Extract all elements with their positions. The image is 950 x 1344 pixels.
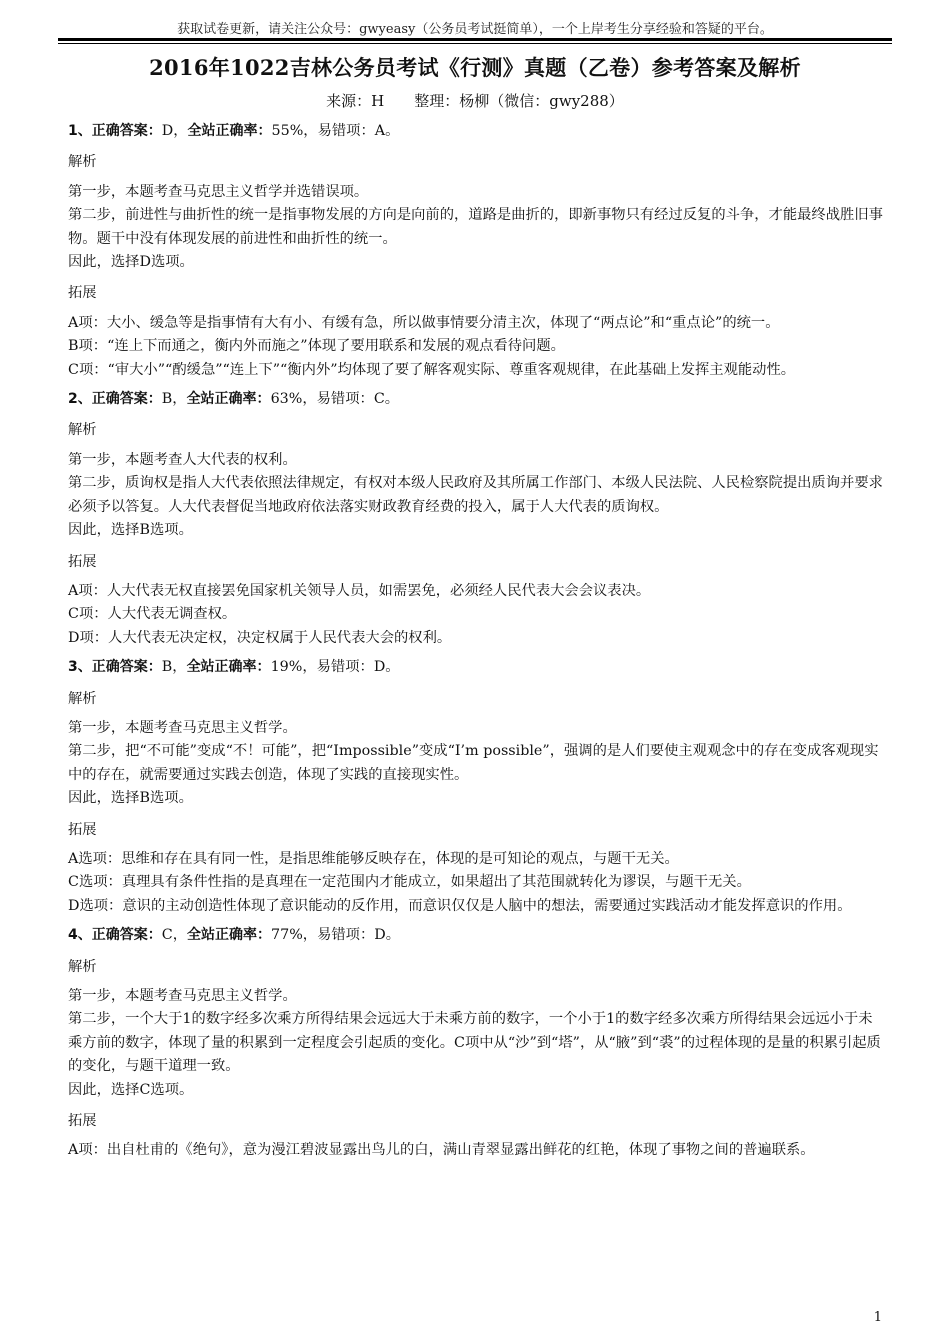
analysis-paragraph: 因此，选择B选项。 bbox=[68, 522, 193, 539]
analysis-paragraph: 第一步，本题考查人大代表的权利。 bbox=[68, 451, 297, 468]
source-line bbox=[58, 90, 892, 111]
extension-paragraph: A选项：思维和存在具有同一性，是指思维能够反映存在，体现的是可知论的观点，与题干无关。 bbox=[68, 850, 679, 867]
wrong-label: 易错项： bbox=[316, 659, 374, 676]
wrong-value: D。 bbox=[374, 927, 401, 944]
question-number-label bbox=[68, 927, 162, 943]
answer-label: 、正确答案： bbox=[77, 123, 162, 139]
question-number-label bbox=[68, 123, 162, 139]
answer-label: 、正确答案： bbox=[77, 391, 162, 408]
analysis-paragraph: 第一步，本题考查马克思主义哲学。 bbox=[68, 988, 297, 1004]
extension-heading: 拓展 bbox=[68, 285, 97, 302]
analysis-paragraph: 第二步，质询权是指人大代表依照法律规定，有权对本级人民政府及其所属工作部门、本级人民法院、人民检察院提出质询并要求必须予以答复。人大代表督促当地政府依法落实财政教育经费的投入，属于人大代表的质询权。 bbox=[68, 475, 883, 515]
wrong-label: 易错项： bbox=[317, 123, 375, 139]
question-number: 3 bbox=[68, 659, 78, 676]
question-number: 2 bbox=[68, 391, 78, 408]
analysis-heading: 解析 bbox=[68, 958, 97, 975]
analysis-heading: 解析 bbox=[68, 422, 97, 439]
page-number: 1 bbox=[873, 1310, 882, 1325]
extension-paragraph: C项：人大代表无调查权。 bbox=[68, 606, 237, 623]
rate-value: 77%， bbox=[271, 927, 318, 944]
answer-value: D， bbox=[161, 123, 188, 139]
analysis-paragraph: 第二步，把“不可能”变成“不！可能”，把“Impossible”变成“I’m possible”，强调的是人们要使主观观念中的存在变成客观现实中的存在，就需要通过实践去创造，体现了实践的直接现实性。 bbox=[68, 743, 879, 783]
extension-heading: 拓展 bbox=[68, 821, 97, 838]
wrong-label: 易错项： bbox=[317, 927, 375, 944]
wrong-value: C。 bbox=[373, 391, 400, 408]
extension-paragraph: B项：“连上下而通之，衡内外而施之”体现了要用联系和发展的观点看待问题。 bbox=[68, 338, 565, 355]
question-header bbox=[68, 120, 884, 143]
analysis-paragraph: 第二步，一个大于1的数字经多次乘方所得结果会远远大于未乘方前的数字，一个小于1的数字经多次乘方所得结果会远远小于未乘方前的数字，体现了量的积累到一定程度会引起质的变化。C项中从“沙”到“塔”，从“腋”到“裘”的过程体现的是量的积累引起质的变化，与题干道理一致。 bbox=[68, 1011, 881, 1075]
analysis-paragraph: 第一步，本题考查马克思主义哲学。 bbox=[68, 719, 297, 736]
source-label: 来源：H bbox=[326, 92, 385, 110]
header-note: 获取试卷更新，请关注公众号：gwyeasy（公务员考试挺简单），一个上岸考生分享经验和答疑的平台。 bbox=[177, 22, 773, 37]
extension-heading: 拓展 bbox=[68, 1113, 97, 1130]
rate-label: 全站正确率： bbox=[187, 123, 272, 139]
analysis-paragraph: 因此，选择B选项。 bbox=[68, 790, 193, 807]
question-header bbox=[68, 388, 884, 411]
answer-value: C， bbox=[161, 927, 187, 944]
analysis-paragraph: 第一步，本题考查马克思主义哲学并选错误项。 bbox=[68, 183, 369, 200]
extension-paragraph: C选项：真理具有条件性指的是真理在一定范围内才能成立，如果超出了其范围就转化为谬误，与题干无关。 bbox=[68, 874, 751, 891]
extension-paragraph: D选项：意识的主动创造性体现了意识能动的反作用，而意识仅仅是人脑中的想法，需要通过实践活动才能发挥意识的作用。 bbox=[68, 897, 852, 914]
extension-paragraph: A项：人大代表无权直接罢免国家机关领导人员，如需罢免，必须经人民代表大会会议表决。 bbox=[68, 582, 651, 599]
rate-value: 55%， bbox=[271, 123, 318, 139]
extension-paragraph: A项：大小、缓急等是指事情有大有小、有缓有急，所以做事情要分清主次，体现了“两点论”和“重点论”的统一。 bbox=[68, 314, 780, 331]
rate-label: 全站正确率： bbox=[186, 391, 271, 408]
extension-paragraph: C项：“审大小”“酌缓急”“连上下”“衡内外”均体现了要了解客观实际、尊重客观规律，在此基础上发挥主观能动性。 bbox=[68, 361, 796, 378]
rate-label: 全站正确率： bbox=[187, 927, 271, 944]
wrong-value: A。 bbox=[374, 123, 400, 139]
question-block bbox=[68, 656, 884, 918]
extension-paragraph: D项：人大代表无决定权，决定权属于人民代表大会的权利。 bbox=[68, 629, 452, 646]
rate-value: 63%， bbox=[270, 391, 317, 408]
question-number-label bbox=[68, 659, 162, 675]
answer-label: 、正确答案： bbox=[77, 927, 162, 944]
rate-label: 全站正确率： bbox=[186, 659, 271, 676]
document-body bbox=[68, 118, 884, 1169]
question-header bbox=[68, 924, 884, 947]
extension-heading: 拓展 bbox=[68, 553, 97, 570]
question-header bbox=[68, 656, 884, 679]
question-block bbox=[68, 120, 884, 382]
analysis-paragraph: 因此，选择C选项。 bbox=[68, 1081, 194, 1098]
header-rule-thin bbox=[58, 43, 892, 44]
document-title: 2016年1022吉林公务员考试《行测》真题（乙卷）参考答案及解析 bbox=[149, 55, 801, 80]
question-number: 4 bbox=[68, 927, 78, 944]
answer-label: 、正确答案： bbox=[77, 659, 162, 676]
wrong-value: D。 bbox=[373, 659, 400, 676]
wrong-label: 易错项： bbox=[316, 391, 374, 408]
extension-paragraph: A项：出自杜甫的《绝句》，意为漫江碧波显露出鸟儿的白，满山青翠显露出鲜花的红艳，体现了事物之间的普遍联系。 bbox=[68, 1142, 815, 1159]
editor-label: 整理：杨柳（微信：gwy288） bbox=[414, 92, 624, 110]
question-block bbox=[68, 924, 884, 1163]
answer-value: B， bbox=[161, 659, 187, 676]
analysis-heading: 解析 bbox=[68, 154, 97, 171]
question-number: 1 bbox=[68, 123, 78, 139]
rate-value: 19%， bbox=[270, 659, 317, 676]
header-rule-thick bbox=[58, 38, 892, 41]
analysis-paragraph: 因此，选择D选项。 bbox=[68, 254, 194, 271]
question-number-label bbox=[68, 391, 162, 407]
question-block bbox=[68, 388, 884, 650]
answer-value: B， bbox=[161, 391, 187, 408]
analysis-paragraph: 第二步，前进性与曲折性的统一是指事物发展的方向是向前的，道路是曲折的，即新事物只有经过反复的斗争，才能最终战胜旧事物。题干中没有体现发展的前进性和曲折性的统一。 bbox=[68, 207, 883, 247]
analysis-heading: 解析 bbox=[68, 690, 97, 707]
